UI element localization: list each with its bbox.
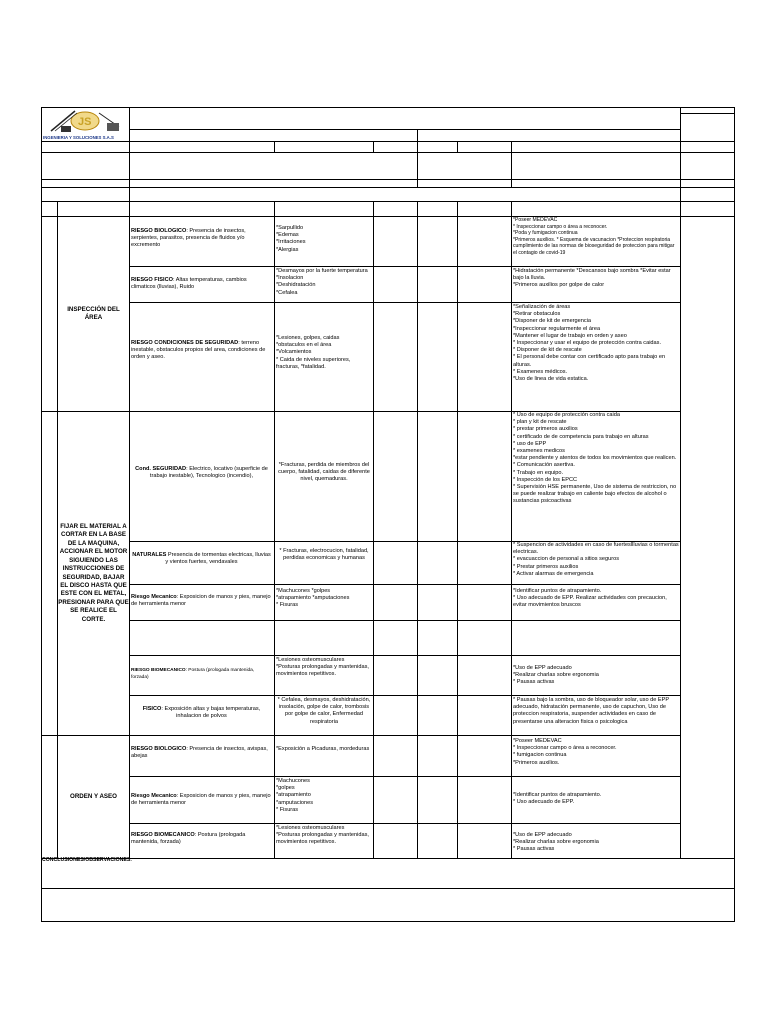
activity-inspeccion: INSPECCIÓN DEL ÁREA [67, 305, 120, 321]
risk-label: RIESGO BIOMECANICO: Postura (prologada mantenida, forzada) [131, 668, 255, 681]
risk-label: FISICO: Exposición altas y bajas temperaturas, inhalacion de polvos [142, 706, 261, 720]
risk-controls: * Suspencion de actividades en caso de fuertesllluvias o tormentas electricas. * evacuaccion de personal a sitios seguros * Prestar primeros auxilios * Activar alarmas de emergencia [513, 542, 679, 577]
risk-label: RIESGO CONDICIONES DE SEGURIDAD: terreno inestable, obstaculos propios del area, condiciones de orden y aseo. [131, 340, 266, 361]
risk-label: NATURALES Presencia de tormentas electricas, lluvias y vientos fuertes, vendavales [132, 552, 271, 566]
logo-text: INGENIERIA Y SOLUCIONES S.A.S [43, 135, 114, 140]
risk-label: RIESGO BIOLOGICO: Presencia de insectos, serpientes, parasitos, presencia de fluidos y/o excremento [131, 228, 246, 249]
risk-controls: *Señalización de áreas *Retirar obstaculos *Disponer de kit de emergencia *Inspeccionar regularmente el área *Mantener el lugar de trabajo en orden y aseo * Inspeccionar y usar el equipo de protección contra caidas. * Disponer de kit de rescate * El personal debe contar con certificado apto para trabajo en alturas. * Examenes médicos. *Uso de linea de vida estatica. [513, 304, 666, 383]
risk-label: RIESGO FISICO: Altas temperaturas, cambios climaticos (lluvias), Ruido [131, 277, 247, 291]
risk-controls: *Poseer MEDEVAC * Inspeccionar campo o área a reconocer. *Poda y fumigacion continua *Primeros auxilios. * Esquema de vacunacion *Proteccion respiratoria cumplimiento de las normas de bioseguridad de proteccion para mitigar el contagio de covid-19 [513, 217, 675, 256]
risk-effects: *Fracturas, perdida de miembros del cuerpo, fatalidad, caidas de diferente nivel, quemaduras. [278, 462, 370, 483]
risk-effects: *Exposición a Picaduras, mordeduras [276, 746, 370, 752]
risk-label: Riesgo Mecanico: Exposicion de manos y pies, manejo de herramienta menor [131, 793, 271, 807]
crane-logo-icon [41, 107, 129, 141]
risk-effects: *Lesiones osteomusculares *Posturas prolongadas y mantenidas, movimientos repetitivos. [276, 657, 369, 678]
risk-controls: *Uso de EPP adecuado *Realizar charlas sobre ergonomia * Pausas activas [513, 832, 599, 853]
risk-controls: *Uso de EPP adecuado *Realizar charlas sobre ergonomia * Pausas activas [513, 665, 599, 686]
risk-controls: *Identificar puntos de atrapamiento. * Uso adecuado de EPP. [513, 792, 602, 806]
risk-effects: *Machucones *golpes *atrapamiento *amputaciones * Fisuras [276, 588, 350, 609]
conclusions-label: CONCLUSIONES/OBSERVACIONES: [42, 857, 133, 863]
risk-effects: *Lesiones osteomusculares *Posturas prolongadas y mantenidas, movimientos repetitivos. [276, 825, 369, 846]
risk-controls: * Uso de equipo de protección contra caida * plan y kit de rescate * prestar primeros auxilios * certificado de de competencia para trabajo en alturas * uso de EPP * examenes medicos *estar pendiente y atentos de todos los movimientos que realicen. * Comunicación asertiva. * Trabajo en equipo. * Inspección de los EPCC * Supervisión HSE permanente, Uso de sistema de restriccion, no se puede realizar trabajo en caliente bajo efectos de alcohol o sustancias psicoactivas [513, 412, 677, 505]
risk-label: Cond. SEGURIDAD: Electrico, locativo (superficie de trabajo inestable), Tecnologico (incendio), [135, 466, 268, 480]
risk-effects: * Cefalea, desmayos, deshidratación, insolación, golpe de calor, trombosis por golpe de calor, Enfermedad respiratoria [277, 697, 371, 725]
risk-effects: *Desmayos por la fuerte temperatura *Insolacion *Deshidratación *Cefalea [276, 268, 368, 296]
risk-effects: *Lesiones, golpes, caidas *obstaculos en el área *Volcamientos * Caida de niveles superiores, fracturas, *fatalidad. [276, 335, 351, 370]
risk-label: RIESGO BIOMECANICO: Postura (prologada mantenida, forzada) [131, 832, 246, 846]
activity-corte: FIJAR EL MATERIAL A CORTAR EN LA BASE DE LA MAQUINA, ACCIONAR EL MOTOR SIGUIENDO LAS INSTRUCCIONES DE SEGURIDAD, BAJAR EL DISCO HASTA QUE ESTE CON EL METAL, PRESIONAR PARA QUE SE REALICE EL CORTE. [58, 523, 129, 623]
activity-orden-aseo: ORDEN Y ASEO [70, 792, 117, 800]
risk-label: RIESGO BIOLOGICO: Presencia de insectos, avispas, abejas [131, 746, 268, 760]
company-logo [41, 107, 129, 141]
risk-controls: * Pausas bajo la sombra, uso de bloqueador solar, uso de EPP adecuado, hidratación permanente, uso de capuchon, Uso de proteccion respiratoria, suspender actividades en caso de presentarse una alteracion fisica o psicologica [513, 697, 670, 725]
risk-controls: *Identificar puntos de atrapamiento. * Uso adecuado de EPP. Realizar actividades con precaucion, evitar movimientos bruscos [513, 588, 667, 609]
logo-mark: JS [78, 116, 92, 128]
risk-controls: *Poseer MEDEVAC * Inspeccionar campo o área a reconocer. * fumigacion continua *Primeros auxilios. [513, 738, 617, 766]
conclusions-field[interactable] [44, 866, 732, 886]
risk-effects: *Sarpullido *Edemas *Irritaciones *Alergias [276, 225, 306, 253]
risk-controls: *Hidratación permanente *Descansos bajo sombra *Evitar estar bajo la lluvia. *Primeros auxilios por golpe de calor [513, 268, 671, 289]
risk-effects: *Machucones *golpes *atrapamiento *amputaciones * Fisuras [276, 778, 314, 813]
risk-label: Riesgo Mecanico: Exposicion de manos y pies, manejo de herramienta menor [131, 594, 271, 608]
risk-effects: * Fracturas, electrocucion, fatalidad, perdidas economicas y humanas [279, 548, 369, 562]
